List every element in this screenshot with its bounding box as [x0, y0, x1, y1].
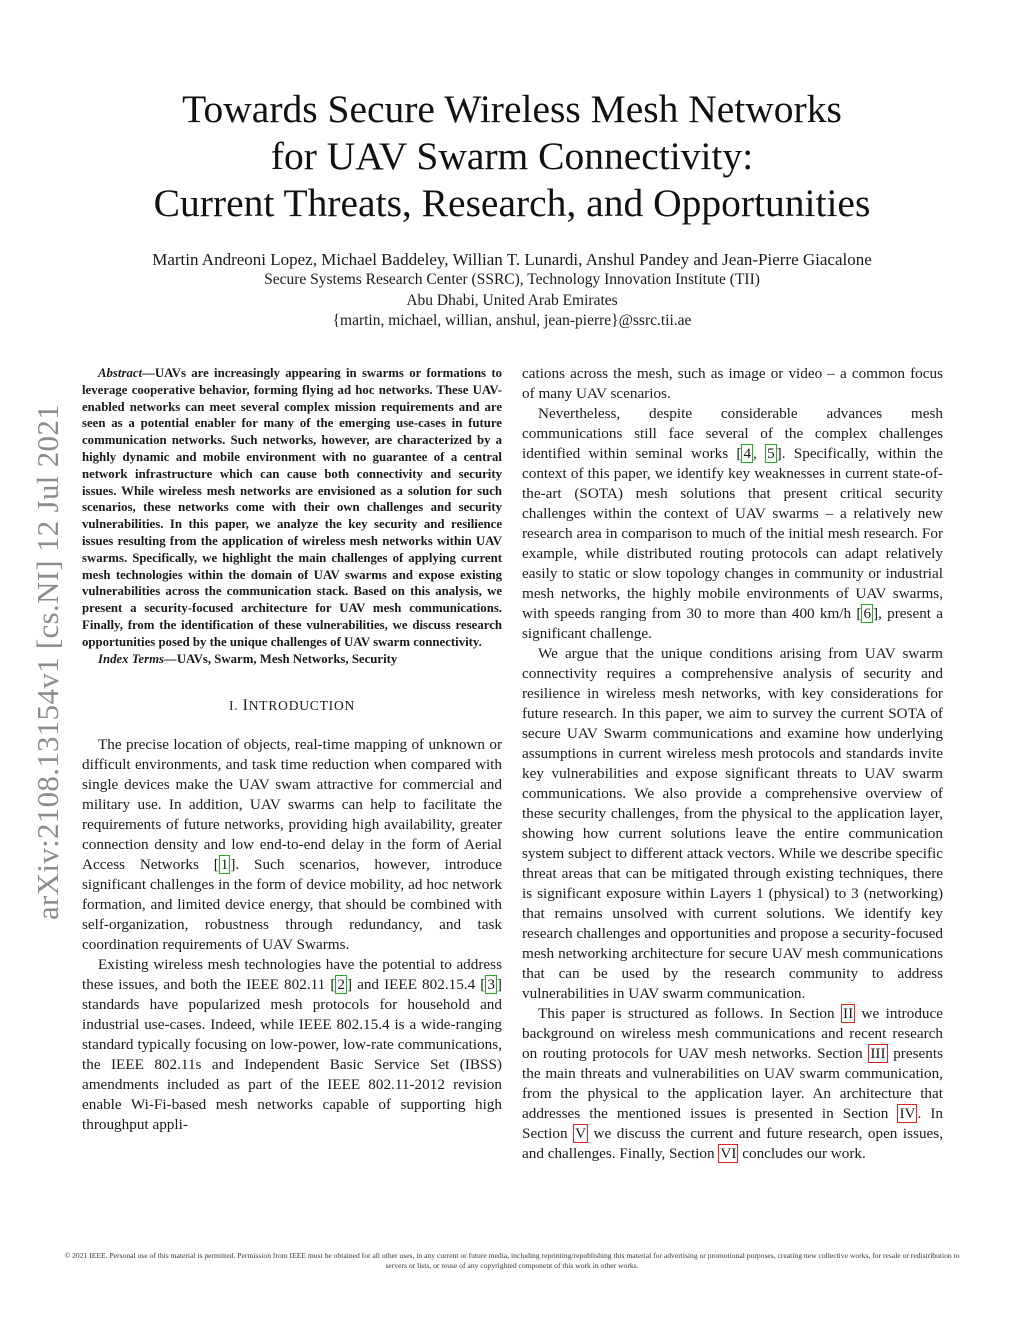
paper-title	[60, 86, 964, 227]
author-list: Martin Andreoni Lopez, Michael Baddeley, Willian T. Lunardi, Anshul Pandey and Jean-Pierre Giacalone	[152, 250, 872, 269]
copyright-footer: © 2021 IEEE. Personal use of this material is permitted. Permission from IEEE must be obtained for all other uses, in any current or future media, including reprinting/republishing this material for advertising or promotional purposes, creating new collective works, for resale or redistribution to servers or lists, or reuse of any copyrighted component of this work in other works.	[64, 1251, 960, 1270]
text-run: concludes our work.	[738, 1145, 866, 1162]
text-run: standards have popularized mesh protocols for household and industrial use-cases. Indeed, while IEEE 802.15.4 is a wide-ranging standard typically focusing on low-power, low-rate communications, the IEEE 802.11s and Independent Basic Service Set (IBSS) amendments included as part of the IEEE 802.11-2012 revision enable Wi-Fi-based mesh networks capable of supporting high throughput appli-	[82, 996, 502, 1134]
citation-link-3[interactable]: 3	[487, 976, 495, 994]
intro-paragraph-4: We argue that the unique conditions arising from UAV swarm connectivity requires a comprehensive analysis of security and resilience in wireless mesh networks, with key considerations for future research. In this paper, we aim to survey the current SOTA of secure UAV Swarm communications and examine how underlying assumptions in current wireless mesh protocols and standards invite key vulnerabilities and expose significant threats to UAV swarm communications. We also provide a comprehensive overview of these security challenges, from the physical to the application layer, showing how current solutions leave the entire communication system subject to different attack vectors. While we describe specific threat areas that can be mitigated through existing techniques, there is significant exposure within Layers 1 (physical) to 3 (networking) that remains unsolved with current solutions. We identify key research challenges and opportunities and propose a security-focused mesh networking architecture for secure UAV mesh communications that can be used by the research community to address vulnerabilities in UAV swarm communication.	[522, 645, 943, 1002]
index-terms	[82, 651, 502, 668]
section-number: I.	[228, 698, 243, 714]
index-terms-text: UAVs, Swarm, Mesh Networks, Security	[176, 651, 398, 666]
right-column	[522, 364, 943, 1164]
section-link-iii[interactable]: III	[870, 1045, 886, 1062]
abstract	[82, 365, 502, 651]
left-column	[82, 365, 502, 1135]
intro-paragraph-2-continued: cations across the mesh, such as image or video – a common focus of many UAV scenarios.	[522, 365, 943, 402]
intro-paragraph-1: The precise location of objects, real-time mapping of unknown or difficult environments, and task time reduction when compared with single devices make the UAV swam attractive for commercial and military use. In addition, UAV swarms can help to facilitate the requirements of future networks, providing high availability, greater connection density and low end-to-end delay in the form of Aerial Access Networks [ 1 ]. Such scenarios, however, introduce significant challenges in the form of device mobility, ad hoc network formation, and limited device energy, that should be combined with self-organization, robustness through redundancy, and task coordination requirements of UAV Swarms.	[82, 736, 502, 954]
text-run: The precise location of objects, real-time mapping of unknown or difficult environments, and task time reduction when compared with single devices make the UAV swam attractive for commercial and military use. In addition, UAV swarms can help to facilitate the requirements of future networks, providing high availability, greater connection density and low end-to-end delay in the form of Aerial Access Networks	[82, 736, 502, 874]
section-title-rest: NTRODUCTION	[248, 698, 356, 714]
text-run: This paper is structured as follows. In Section	[538, 1005, 842, 1022]
title-line-1: Towards Secure Wireless Mesh Networks	[182, 87, 842, 131]
citation-link-6[interactable]: 6	[863, 605, 872, 622]
text-run: ]. Specifically, within the context of this paper, we identify key weaknesses in current state-of-the-art (SOTA) mesh solutions that present critical security challenges within the context of UAV swarms – a relatively new research area in comparison to much of the initial mesh research. For example, while distributed routing protocols can adapt relatively easily to static or slow topology changes in community or industrial mesh networks, the highly mobile environments of UAV swarms, with speeds ranging from 30 to more than 400 km/h [	[522, 445, 943, 622]
author-emails[interactable]: {martin, michael, willian, anshul, jean-pierre}@ssrc.tii.ae	[332, 312, 692, 329]
affiliation-center: Secure Systems Research Center (SSRC), Technology Innovation Institute (TII)	[264, 271, 760, 288]
affiliation-location: Abu Dhabi, United Arab Emirates	[406, 291, 618, 309]
text-run: ,	[753, 445, 766, 462]
text-run: and IEEE 802.15.4	[352, 976, 481, 994]
citation-link-1[interactable]: 1	[220, 856, 229, 874]
text-run: . Such scenarios, however, introduce significant challenges in the form of device mobility, ad hoc network formation, and limited device energy, that should be combined with self-organization, robustness through redundancy, and task coordination requirements of UAV Swarms.	[82, 856, 502, 954]
intro-paragraph-2: Existing wireless mesh technologies have the potential to address these issues, and both the IEEE 802.11 [ 2 ] and IEEE 802.15.4 [ 3 ] standards have popularized mesh protocols for household and industrial use-cases. Indeed, while IEEE 802.15.4 is a wide-ranging standard typically focusing on low-power, low-rate communications, the IEEE 802.11s and Independent Basic Service Set (IBSS) amendments included as part of the IEEE 802.11-2012 revision enable Wi-Fi-based mesh networks capable of supporting high throughput appli-	[82, 956, 502, 1134]
text-run: we discuss the current and future research, open issues, and challenges. Finally, Section	[522, 1125, 943, 1162]
section-link-vi[interactable]: VI	[720, 1145, 737, 1162]
text-run: . In Section	[522, 1105, 943, 1142]
title-line-2: for UAV Swarm Connectivity:	[270, 134, 754, 178]
text-run: presents the main threats and vulnerabilities on UAV swarm communication, from the physical to the application layer. An architecture that addresses the mentioned issues is presented in Section	[522, 1045, 943, 1122]
citation-link-4[interactable]: 4	[743, 445, 752, 462]
section-link-ii[interactable]: II	[843, 1005, 854, 1022]
affiliation-block	[60, 270, 964, 332]
text-run: Nevertheless, despite considerable advances mesh communications still face several of the complex challenges identified within seminal works [	[522, 405, 943, 462]
section-heading-introduction	[82, 697, 502, 715]
arxiv-identifier-stamp: arXiv:2108.13154v1 [cs.NI] 12 Jul 2021	[30, 404, 65, 920]
section-link-iv[interactable]: IV	[899, 1105, 916, 1122]
index-terms-label: Index Terms—	[98, 651, 177, 666]
text-run: we introduce background on wireless mesh communications and recent research on routing protocols for UAV mesh networks. Section	[522, 1005, 944, 1062]
text-run: Existing wireless mesh technologies have the potential to address these issues, and both the IEEE 802.11	[82, 956, 502, 994]
intro-paragraph-3	[522, 404, 943, 644]
intro-paragraph-5	[522, 1004, 943, 1164]
citation-link-5[interactable]: 5	[767, 445, 775, 462]
citation-link-2[interactable]: 2	[337, 976, 345, 994]
section-link-v[interactable]: V	[575, 1125, 587, 1142]
title-line-3: Current Threats, Research, and Opportunities	[153, 181, 871, 225]
text-run: ], present a significant challenge.	[522, 605, 944, 642]
section-title-initial: I	[242, 697, 249, 715]
abstract-label: Abstract—	[98, 366, 155, 380]
abstract-text: UAVs are increasingly appearing in swarms or formations to leverage cooperative behavior, forming flying ad hoc networks. These UAV-enabled networks can meet several complex mission requirements and are seen as a potential enabler for many of the emerging use-cases in future communication networks. Such networks, however, are characterized by a highly dynamic and mobile environment with no guarantee of a central network infrastructure which can cause both connectivity and security issues. While wireless mesh networks are envisioned as a solution for such scenarios, these networks come with their own challenges and security vulnerabilities. In this paper, we analyze the key security and resilience issues resulting from the application of wireless mesh networks within UAV swarms. Specifically, we highlight the main challenges of applying current mesh technologies within the domain of UAV swarms and expose existing vulnerabilities across the communication stack. Based on this analysis, we present a security-focused architecture for UAV mesh communications. Finally, from the identification of these vulnerabilities, we discuss research opportunities posed by the unique challenges of UAV swarm connectivity.	[82, 366, 502, 649]
